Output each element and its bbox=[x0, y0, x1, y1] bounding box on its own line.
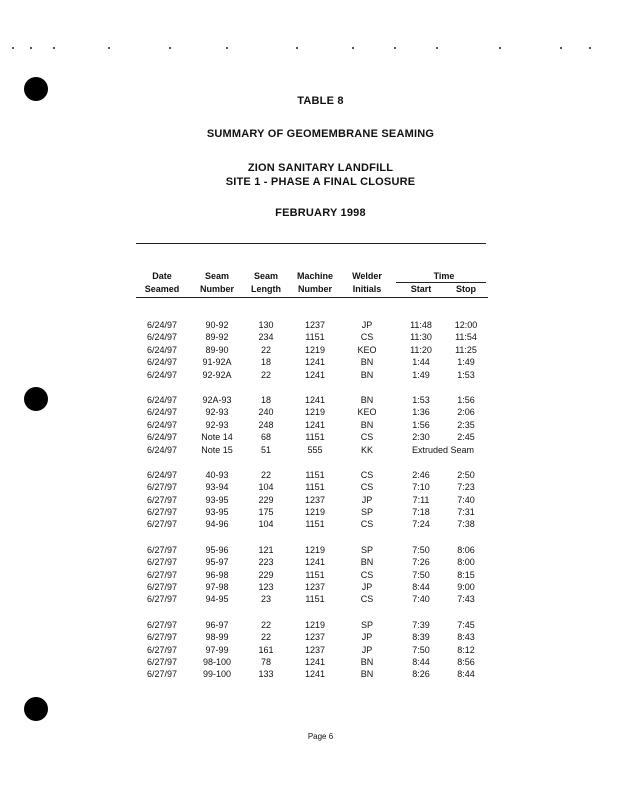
table-row bbox=[136, 582, 488, 594]
cell-start-time: 7:50 bbox=[412, 569, 430, 580]
cell-seam-number: 92-92A bbox=[202, 369, 232, 380]
cell-welder-initials: KEO bbox=[357, 344, 377, 355]
cell-date: 6/27/97 bbox=[146, 482, 178, 493]
cell-welder-initials: BN bbox=[360, 656, 374, 667]
cell-seam-length: 229 bbox=[258, 569, 274, 580]
cell-start-time: 2:46 bbox=[412, 469, 430, 480]
table-row bbox=[136, 620, 488, 632]
row-group bbox=[136, 620, 488, 682]
cell-start-time: 1:49 bbox=[412, 369, 430, 380]
cell-machine-number: 1241 bbox=[304, 419, 326, 430]
cell-seam-length: 121 bbox=[258, 544, 274, 555]
table-row bbox=[136, 345, 488, 357]
cell-date: 6/24/97 bbox=[146, 320, 178, 330]
cell-date: 6/27/97 bbox=[146, 557, 178, 568]
cell-welder-initials: BN bbox=[360, 357, 374, 368]
cell-seam-number: 89-90 bbox=[205, 344, 229, 355]
cell-stop-time: 8:12 bbox=[457, 644, 475, 655]
header-date: Date Seamed bbox=[144, 271, 180, 294]
cell-stop-time: 11:25 bbox=[455, 344, 477, 355]
cell-start-time: 8:44 bbox=[412, 656, 430, 667]
cell-start-time: 1:53 bbox=[412, 394, 430, 405]
cell-seam-number: Note 15 bbox=[201, 444, 233, 455]
seaming-table bbox=[136, 270, 488, 680]
cell-seam-number: 98-99 bbox=[205, 632, 229, 643]
cell-seam-length: 123 bbox=[258, 582, 274, 593]
cell-machine-number: 1151 bbox=[305, 594, 325, 605]
cell-seam-length: 68 bbox=[260, 432, 271, 443]
cell-seam-number: 90-92 bbox=[205, 320, 229, 330]
cell-start-time: 8:39 bbox=[412, 632, 430, 643]
cell-date: 6/27/97 bbox=[146, 594, 178, 605]
cell-seam-length: 51 bbox=[260, 444, 271, 455]
cell-stop-time: 7:40 bbox=[457, 494, 475, 505]
cell-start-time: 7:10 bbox=[412, 482, 430, 493]
cell-machine-number: 1241 bbox=[304, 656, 326, 667]
cell-machine-number: 1151 bbox=[305, 469, 325, 480]
table-row bbox=[136, 669, 488, 681]
cell-seam-number: 92-93 bbox=[205, 419, 229, 430]
cell-welder-initials: SP bbox=[360, 544, 373, 555]
cell-machine-number: 1151 bbox=[305, 482, 325, 493]
table-row bbox=[136, 570, 488, 582]
scan-specks bbox=[0, 47, 641, 51]
cell-seam-length: 22 bbox=[260, 344, 271, 355]
cell-machine-number: 1241 bbox=[304, 557, 326, 568]
cell-date: 6/24/97 bbox=[146, 369, 178, 380]
cell-stop-time: 12:00 bbox=[454, 320, 478, 330]
cell-date: 6/24/97 bbox=[146, 444, 178, 455]
table-row bbox=[136, 395, 488, 407]
cell-seam-number: 89-92 bbox=[205, 332, 229, 343]
cell-stop-time: 8:56 bbox=[457, 656, 475, 667]
header-underline bbox=[136, 297, 488, 298]
cell-seam-length: 23 bbox=[260, 594, 271, 605]
header-seam-length: Seam Length bbox=[251, 271, 281, 294]
cell-seam-number: 99-100 bbox=[202, 669, 232, 680]
cell-machine-number: 1241 bbox=[304, 357, 326, 368]
cell-start-time: 7:40 bbox=[412, 594, 430, 605]
row-group bbox=[136, 395, 488, 457]
cell-date: 6/27/97 bbox=[146, 656, 178, 667]
cell-seam-length: 240 bbox=[258, 407, 274, 418]
cell-date: 6/27/97 bbox=[146, 519, 178, 530]
cell-welder-initials: BN bbox=[360, 557, 374, 568]
cell-welder-initials: CS bbox=[360, 432, 374, 443]
cell-seam-number: 40-93 bbox=[205, 469, 229, 480]
cell-date: 6/27/97 bbox=[146, 619, 178, 630]
table-row bbox=[136, 594, 488, 606]
cell-seam-length: 104 bbox=[258, 482, 274, 493]
cell-machine-number: 1151 bbox=[305, 332, 325, 343]
cell-stop-time: 2:06 bbox=[457, 407, 475, 418]
cell-seam-number: Note 14 bbox=[201, 432, 233, 443]
cell-date: 6/27/97 bbox=[146, 569, 178, 580]
cell-stop-time: 1:56 bbox=[457, 394, 475, 405]
cell-start-time: 7:11 bbox=[412, 494, 430, 505]
cell-welder-initials: JP bbox=[361, 320, 373, 330]
cell-stop-time: 7:45 bbox=[457, 619, 475, 630]
table-row bbox=[136, 445, 488, 457]
cell-stop-time: 8:44 bbox=[457, 669, 475, 680]
cell-seam-number: 94-95 bbox=[205, 594, 229, 605]
cell-start-time: 1:44 bbox=[412, 357, 430, 368]
binder-hole-bottom bbox=[24, 697, 48, 721]
cell-date: 6/24/97 bbox=[146, 344, 178, 355]
cell-date: 6/24/97 bbox=[146, 332, 178, 343]
cell-welder-initials: SP bbox=[360, 507, 373, 518]
table-row bbox=[136, 557, 488, 569]
cell-start-time: 1:36 bbox=[412, 407, 430, 418]
cell-seam-length: 248 bbox=[258, 419, 274, 430]
cell-seam-length: 223 bbox=[258, 557, 274, 568]
cell-machine-number: 1151 bbox=[305, 569, 325, 580]
table-summary-title: SUMMARY OF GEOMEMBRANE SEAMING bbox=[206, 128, 435, 140]
cell-machine-number: 1219 bbox=[304, 407, 326, 418]
table-row bbox=[136, 357, 488, 369]
header-time: Time bbox=[433, 271, 455, 281]
page-number: Page 6 bbox=[307, 732, 334, 741]
cell-date: 6/27/97 bbox=[146, 644, 178, 655]
header-divider bbox=[136, 243, 486, 244]
row-group bbox=[136, 545, 488, 607]
cell-date: 6/27/97 bbox=[146, 494, 178, 505]
cell-start-time: 11:30 bbox=[410, 332, 432, 343]
cell-welder-initials: BN bbox=[360, 369, 374, 380]
cell-start-time: 8:44 bbox=[412, 582, 430, 593]
cell-date: 6/24/97 bbox=[146, 357, 178, 368]
cell-machine-number: 1241 bbox=[304, 394, 326, 405]
cell-stop-time: 2:50 bbox=[457, 469, 475, 480]
row-group bbox=[136, 320, 488, 382]
cell-start-time: 7:26 bbox=[412, 557, 430, 568]
cell-date: 6/24/97 bbox=[146, 432, 178, 443]
cell-welder-initials: KK bbox=[360, 444, 373, 455]
cell-seam-length: 104 bbox=[258, 519, 274, 530]
cell-seam-length: 78 bbox=[260, 656, 271, 667]
header-stop: Stop bbox=[456, 284, 476, 294]
table-row bbox=[136, 470, 488, 482]
cell-seam-length: 18 bbox=[260, 357, 271, 368]
cell-start-time: 7:39 bbox=[412, 619, 430, 630]
report-period: FEBRUARY 1998 bbox=[275, 207, 366, 219]
table-row bbox=[136, 320, 488, 332]
cell-seam-number: 95-96 bbox=[205, 544, 229, 555]
cell-seam-number: 97-98 bbox=[205, 582, 229, 593]
cell-seam-number: 96-98 bbox=[205, 569, 229, 580]
cell-seam-number: 92-93 bbox=[205, 407, 229, 418]
cell-machine-number: 1219 bbox=[304, 507, 326, 518]
row-group bbox=[136, 470, 488, 532]
cell-stop-time: 2:35 bbox=[457, 419, 475, 430]
table-number: TABLE 8 bbox=[297, 95, 344, 107]
cell-seam-length: 133 bbox=[258, 669, 274, 680]
cell-stop-time: 8:43 bbox=[457, 632, 475, 643]
cell-machine-number: 1241 bbox=[304, 669, 326, 680]
cell-date: 6/24/97 bbox=[146, 419, 178, 430]
table-row bbox=[136, 657, 488, 669]
cell-seam-number: 95-97 bbox=[205, 557, 229, 568]
cell-machine-number: 555 bbox=[307, 444, 323, 455]
cell-date: 6/27/97 bbox=[146, 582, 178, 593]
cell-machine-number: 1241 bbox=[304, 369, 326, 380]
cell-seam-length: 175 bbox=[258, 507, 274, 518]
cell-start-time: 8:26 bbox=[412, 669, 430, 680]
table-row bbox=[136, 632, 488, 644]
cell-stop-time: 8:00 bbox=[457, 557, 475, 568]
cell-welder-initials: CS bbox=[360, 469, 374, 480]
cell-stop-time: 7:43 bbox=[457, 594, 475, 605]
cell-machine-number: 1151 bbox=[305, 432, 325, 443]
table-row bbox=[136, 495, 488, 507]
cell-seam-length: 234 bbox=[258, 332, 274, 343]
table-row bbox=[136, 482, 488, 494]
cell-welder-initials: BN bbox=[360, 669, 374, 680]
cell-seam-number: 97-99 bbox=[205, 644, 229, 655]
cell-stop-time: 7:38 bbox=[457, 519, 475, 530]
cell-seam-number: 92A-93 bbox=[202, 394, 232, 405]
table-body bbox=[136, 320, 488, 695]
cell-stop-time: 8:06 bbox=[457, 544, 475, 555]
table-row bbox=[136, 507, 488, 519]
cell-seam-number: 93-95 bbox=[205, 494, 229, 505]
header-start: Start bbox=[410, 284, 432, 294]
cell-date: 6/24/97 bbox=[146, 407, 178, 418]
cell-welder-initials: CS bbox=[360, 482, 374, 493]
cell-welder-initials: JP bbox=[361, 494, 373, 505]
cell-date: 6/27/97 bbox=[146, 669, 178, 680]
cell-seam-number: 93-94 bbox=[205, 482, 229, 493]
cell-welder-initials: JP bbox=[361, 582, 373, 593]
cell-start-time: 2:30 bbox=[412, 432, 430, 443]
cell-machine-number: 1237 bbox=[304, 494, 326, 505]
cell-machine-number: 1237 bbox=[304, 582, 326, 593]
cell-seam-number: 91-92A bbox=[202, 357, 232, 368]
cell-stop-time: 2:45 bbox=[457, 432, 475, 443]
cell-start-time: 11:20 bbox=[410, 344, 432, 355]
cell-welder-initials: KEO bbox=[357, 407, 377, 418]
header-seam-number: Seam Number bbox=[199, 271, 234, 294]
cell-stop-time: 11:54 bbox=[455, 332, 477, 343]
cell-note: Extruded Seam bbox=[411, 444, 475, 455]
cell-start-time: 7:50 bbox=[412, 544, 430, 555]
binder-hole-middle bbox=[24, 387, 48, 411]
cell-start-time: 7:24 bbox=[412, 519, 430, 530]
header-machine-number: Machine Number bbox=[296, 271, 333, 294]
cell-seam-length: 22 bbox=[260, 469, 271, 480]
cell-date: 6/27/97 bbox=[146, 544, 178, 555]
cell-seam-length: 22 bbox=[260, 632, 271, 643]
table-row bbox=[136, 645, 488, 657]
cell-stop-time: 9:00 bbox=[457, 582, 475, 593]
cell-welder-initials: BN bbox=[360, 394, 374, 405]
table-row bbox=[136, 519, 488, 531]
cell-seam-length: 229 bbox=[258, 494, 274, 505]
cell-stop-time: 7:31 bbox=[457, 507, 475, 518]
cell-machine-number: 1219 bbox=[304, 619, 326, 630]
table-row bbox=[136, 432, 488, 444]
cell-date: 6/27/97 bbox=[146, 507, 178, 518]
cell-start-time: 7:18 bbox=[412, 507, 430, 518]
cell-stop-time: 7:23 bbox=[457, 482, 475, 493]
cell-date: 6/24/97 bbox=[146, 394, 178, 405]
site-name: ZION SANITARY LANDFILL bbox=[247, 162, 394, 174]
cell-seam-number: 93-95 bbox=[205, 507, 229, 518]
cell-machine-number: 1219 bbox=[304, 544, 326, 555]
table-row bbox=[136, 545, 488, 557]
cell-machine-number: 1219 bbox=[304, 344, 326, 355]
cell-seam-length: 22 bbox=[260, 369, 271, 380]
cell-seam-number: 94-96 bbox=[205, 519, 229, 530]
cell-welder-initials: BN bbox=[360, 419, 374, 430]
cell-welder-initials: JP bbox=[361, 632, 373, 643]
cell-stop-time: 8:15 bbox=[457, 569, 475, 580]
table-row bbox=[136, 420, 488, 432]
cell-seam-number: 98-100 bbox=[202, 656, 232, 667]
cell-seam-length: 130 bbox=[258, 320, 274, 330]
cell-date: 6/24/97 bbox=[146, 469, 178, 480]
table-row bbox=[136, 332, 488, 344]
cell-seam-number: 96-97 bbox=[205, 619, 229, 630]
header-welder-initials: Welder Initials bbox=[352, 271, 382, 294]
cell-date: 6/27/97 bbox=[146, 632, 178, 643]
cell-machine-number: 1237 bbox=[304, 320, 326, 330]
cell-welder-initials: CS bbox=[360, 519, 374, 530]
table-row bbox=[136, 370, 488, 382]
cell-start-time: 1:56 bbox=[412, 419, 430, 430]
cell-seam-length: 18 bbox=[260, 394, 271, 405]
cell-start-time: 7:50 bbox=[412, 644, 430, 655]
cell-welder-initials: JP bbox=[361, 644, 373, 655]
cell-machine-number: 1237 bbox=[304, 644, 326, 655]
cell-stop-time: 1:49 bbox=[457, 357, 475, 368]
cell-machine-number: 1151 bbox=[305, 519, 325, 530]
table-header bbox=[136, 270, 488, 300]
cell-welder-initials: CS bbox=[360, 569, 374, 580]
site-phase: SITE 1 - PHASE A FINAL CLOSURE bbox=[225, 176, 416, 188]
cell-seam-length: 22 bbox=[260, 619, 271, 630]
cell-welder-initials: CS bbox=[360, 332, 374, 343]
cell-seam-length: 161 bbox=[258, 644, 274, 655]
cell-start-time: 11:48 bbox=[410, 320, 432, 330]
cell-welder-initials: CS bbox=[360, 594, 374, 605]
table-row bbox=[136, 407, 488, 419]
cell-welder-initials: SP bbox=[360, 619, 373, 630]
cell-machine-number: 1237 bbox=[304, 632, 326, 643]
cell-stop-time: 1:53 bbox=[457, 369, 475, 380]
